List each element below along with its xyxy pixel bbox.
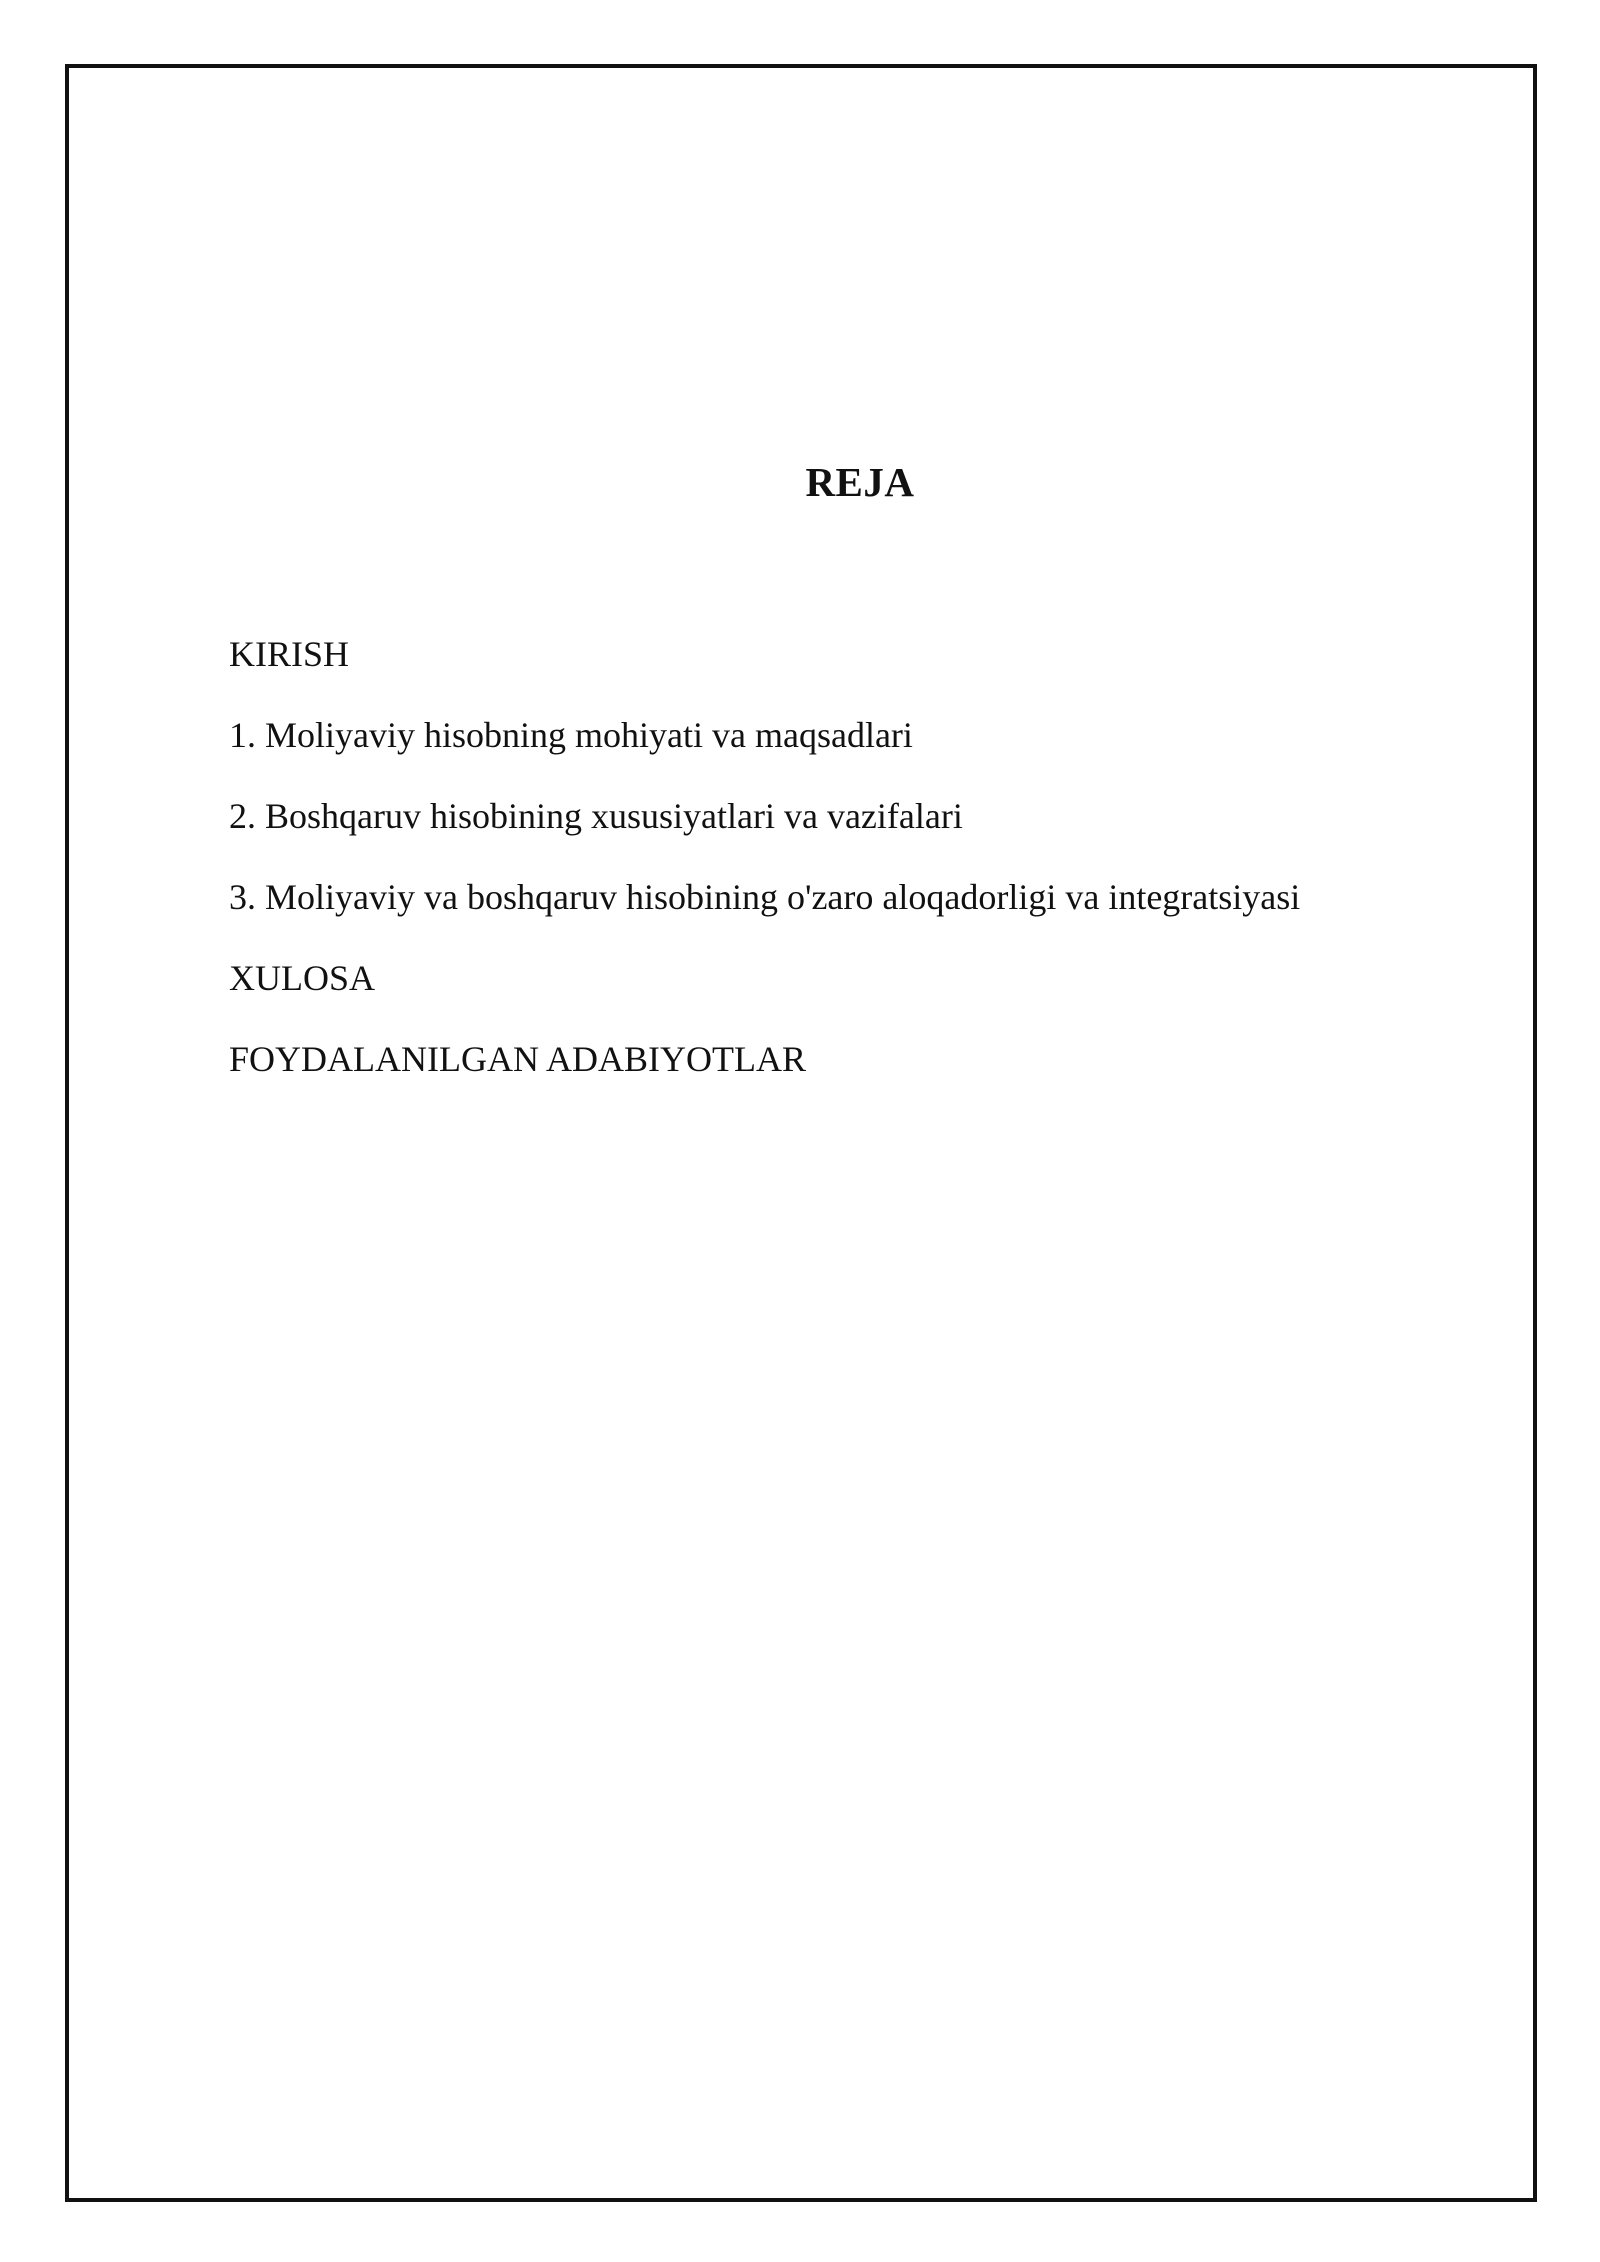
page-border-frame xyxy=(65,64,1537,2202)
toc-item-introduction: KIRISH xyxy=(229,634,350,674)
toc-item-chapter-1: 1. Moliyaviy hisobning mohiyati va maqsadlari xyxy=(229,715,913,755)
table-of-contents xyxy=(229,636,1300,1122)
toc-item-chapter-2: 2. Boshqaruv hisobining xususiyatlari va vazifalari xyxy=(229,796,963,836)
toc-item-conclusion: XULOSA xyxy=(229,958,376,998)
document-title: REJA xyxy=(805,459,915,505)
toc-item-chapter-3: 3. Moliyaviy va boshqaruv hisobining o'zaro aloqadorligi va integratsiyasi xyxy=(229,877,1301,917)
toc-item-references: FOYDALANILGAN ADABIYOTLAR xyxy=(229,1039,806,1079)
